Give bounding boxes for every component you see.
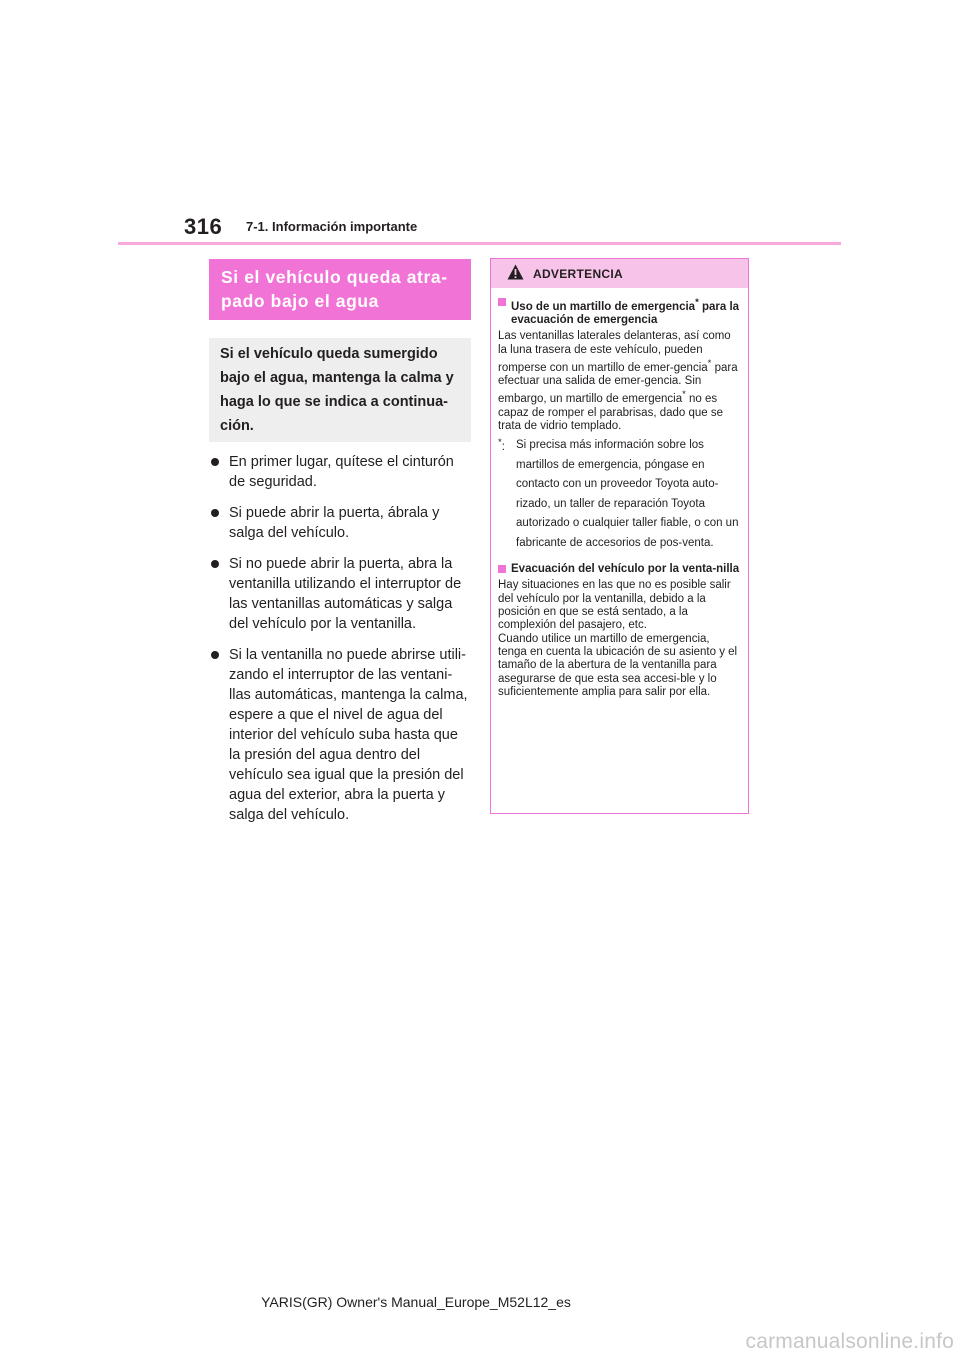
pink-square-icon bbox=[498, 298, 506, 306]
bullet-list bbox=[209, 452, 471, 825]
warning-paragraph: Hay situaciones en las que no es posible salir del vehículo por la ventanilla, debido a la posición en que se está sentado, a la complexión del pasajero, etc. bbox=[498, 579, 731, 632]
footer bbox=[0, 1294, 960, 1310]
bullet-dot-icon bbox=[211, 651, 219, 659]
warning-box bbox=[490, 258, 749, 814]
section-heading: Si el vehículo queda atra-pado bajo el agua bbox=[209, 259, 471, 320]
footer-text: YARIS(GR) Owner's Manual_Europe_M52L12_es bbox=[261, 1294, 571, 1310]
asterisk-mark: * bbox=[707, 358, 712, 370]
item-title-text: para la evacuación de emergencia bbox=[511, 300, 740, 327]
item-title-text: Uso de un martillo de emergencia bbox=[511, 300, 696, 313]
list-item bbox=[209, 554, 471, 634]
warning-body bbox=[491, 288, 748, 699]
watermark: carmanualsonline.info bbox=[745, 1330, 954, 1353]
warning-header bbox=[491, 259, 748, 288]
paragraph-text: Las ventanillas laterales delanteras, así como la luna trasera de este vehículo, pueden romperse con un martillo de emer-gencia bbox=[498, 330, 731, 374]
intro-box: Si el vehículo queda sumergido bajo el agua, mantenga la calma y haga lo que se indica a continua-ción. bbox=[209, 338, 471, 442]
list-item-text: Si no puede abrir la puerta, abra la ventanilla utilizando el interruptor de las ventanillas automáticas y salga del vehículo por la ventanilla. bbox=[229, 556, 462, 632]
footnote bbox=[498, 436, 741, 553]
warning-paragraph: Cuando utilice un martillo de emergencia, tenga en cuenta la ubicación de su asiento y el tamaño de la abertura de la ventanilla para asegurarse de que esta sea accesi-ble y lo suficientemente amplia para salir por ella. bbox=[498, 632, 738, 698]
list-item bbox=[209, 452, 471, 492]
asterisk-mark: * bbox=[498, 437, 502, 449]
paragraph-text: no es capaz de romper el parabrisas, dado que se trata de vidrio templado. bbox=[498, 393, 724, 432]
bullet-dot-icon bbox=[211, 509, 219, 517]
asterisk-mark: * bbox=[695, 297, 699, 308]
paragraph-text: para efectuar una salida de emer-gencia. Sin embargo, un martillo de emergencia bbox=[498, 361, 738, 406]
bullet-dot-icon bbox=[211, 458, 219, 466]
list-item bbox=[209, 503, 471, 543]
colon: : bbox=[501, 440, 505, 453]
footnote-text: Si precisa más información sobre los martillos de emergencia, póngase en contacto con un proveedor Toyota auto-rizado, un taller de reparación Toyota autorizado o cualquier taller fiable, o con un fabricante de accesorios de pos-venta. bbox=[516, 439, 739, 549]
warning-triangle-icon bbox=[507, 264, 524, 280]
warning-item-title bbox=[498, 296, 741, 327]
footnote-mark bbox=[498, 436, 516, 553]
bullet-dot-icon bbox=[211, 560, 219, 568]
pink-square-icon bbox=[498, 565, 506, 573]
asterisk-mark: * bbox=[682, 389, 686, 401]
warning-paragraph bbox=[498, 330, 741, 433]
item-title-text: Evacuación del vehículo por la venta-nilla bbox=[511, 563, 740, 576]
list-item bbox=[209, 645, 471, 825]
left-column bbox=[209, 259, 471, 836]
list-item-text: En primer lugar, quítese el cinturón de seguridad. bbox=[229, 454, 454, 490]
list-item-text: Si la ventanilla no puede abrirse utili-zando el interruptor de las ventani-llas automáticas, mantenga la calma, espere a que el nivel de agua del interior del vehículo suba hasta que la presión del agua dentro del vehículo sea igual que la presión del agua del exterior, abra la puerta y salga del vehículo. bbox=[229, 647, 468, 823]
page-number: 316 bbox=[184, 214, 223, 239]
warning-item-title bbox=[498, 563, 741, 576]
list-item-text: Si puede abrir la puerta, ábrala y salga del vehículo. bbox=[229, 505, 440, 541]
warning-title: ADVERTENCIA bbox=[533, 266, 623, 281]
header-divider bbox=[118, 242, 841, 245]
section-title: 7-1. Información importante bbox=[246, 219, 418, 234]
